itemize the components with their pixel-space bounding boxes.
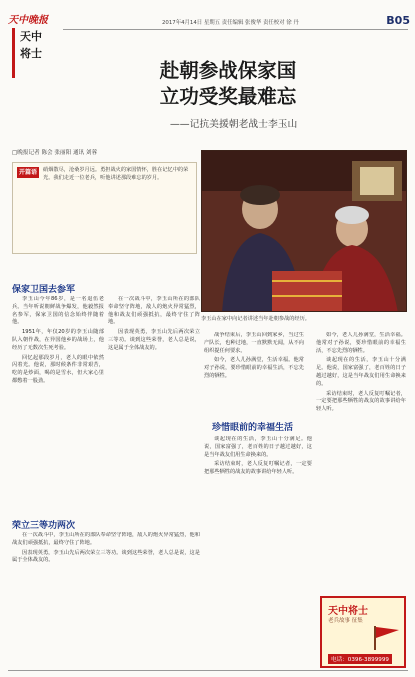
- footer-rule: [8, 670, 408, 671]
- headline: [68, 58, 388, 110]
- lead-label: 开篇语: [18, 169, 37, 176]
- paragraph: 回忆起那段岁月，老人的眼中依然闪着光。他说，那时候条件非常艰苦，吃的是炒面，喝的是雪水，但大家心里都憋着一股劲。: [12, 354, 104, 384]
- column-tag: [12, 28, 64, 78]
- byline: □晚报记者 陈会 张丽阳 通讯 刘蓉: [12, 150, 98, 156]
- section-heading-1: 保家卫国去参军: [12, 285, 76, 295]
- promo-title: 天中将士: [328, 606, 368, 617]
- photo-caption: 李玉山在家中向记者讲述当年赴朝参战的经历。: [201, 316, 310, 322]
- column-tag-line2: 将士: [20, 47, 42, 60]
- headline-line2: 立功受奖最难忘: [159, 85, 297, 108]
- promo-subtitle: 老兵故事 征集: [328, 618, 363, 624]
- paragraph: 谈起现在的生活，李玉山十分满足。他说，国家富强了，老百姓的日子越过越好，这是当年战友们用生命换来的。: [204, 436, 312, 458]
- column-tag-line1: 天中: [20, 30, 42, 43]
- lead-text: 硝烟散尽，沧桑岁月远。勇担战火的家国情怀，胜在记忆中的荣光。我们走近一位老兵，听他讲述那段难忘的岁月。: [43, 167, 189, 181]
- paragraph: 在一次战斗中，李玉山所在的部队奉命坚守阵地，敌人的炮火异常猛烈，他和战友们顽强抵抗，最终守住了阵地。: [12, 532, 200, 546]
- paragraph: 采访结束时，老人反复叮嘱记者，一定要把那些牺牲的战友的故事讲给年轻人听。: [316, 390, 406, 413]
- masthead: [8, 12, 408, 42]
- paragraph: 采访结束时，老人反复叮嘱记者，一定要把那些牺牲的战友的故事讲给年轻人听。: [204, 461, 312, 476]
- photo-illustration: [202, 151, 407, 312]
- page-meta: 2017年4月14日 星期五 责任编辑 张俊华 责任校对 徐 丹: [162, 20, 299, 26]
- paragraph: 战争结束后，李玉山回到家乡，当过生产队长，也种过地，一直默默无闻，从不向组织提任何要求。: [204, 332, 304, 354]
- paragraph: 如今，老人儿孙满堂，生活幸福。他常对子孙说，要珍惜眼前的幸福生活，不忘先烈的牺牲。: [316, 332, 406, 354]
- paragraph: 李玉山今年86岁，是一名退伍老兵。当年听说朝鲜战争爆发，他毅然报名参军，保家卫国的信念始终伴随着他。: [12, 296, 104, 326]
- paragraph: 因表现英勇，李玉山先后两次荣立三等功。谈到这些荣誉，老人总是说，这是属于全体战友的。: [12, 549, 200, 564]
- body-column-2: [108, 296, 200, 506]
- section-heading-3: 珍惜眼前的幸福生活: [212, 423, 294, 433]
- page-number: B05: [386, 14, 410, 27]
- paragraph: 在一次战斗中，李玉山所在的部队奉命坚守阵地，敌人的炮火异常猛烈，他和战友们顽强抵抗，最终守住了阵地。: [108, 296, 200, 326]
- subhead: ——记抗美援朝老战士李玉山: [170, 119, 298, 130]
- body-column-2b: [12, 532, 200, 666]
- headline-line1: 赴朝参战保家国: [159, 59, 297, 82]
- promo-box: [320, 596, 406, 668]
- paragraph: 因表现英勇，李玉山先后两次荣立三等功。谈到这些荣誉，老人总是说，这是属于全体战友的。: [108, 329, 200, 351]
- veteran-photo: [201, 150, 407, 312]
- paragraph: 如今，老人儿孙满堂，生活幸福。他常对子孙说，要珍惜眼前的幸福生活，不忘先烈的牺牲。: [204, 357, 304, 379]
- section-heading-2: 荣立三等功两次: [12, 521, 76, 531]
- flag-icon: [372, 624, 402, 652]
- masthead-rule: [63, 29, 408, 30]
- body-column-5: [316, 332, 406, 590]
- body-column-1: [12, 296, 104, 506]
- lead-box: [12, 162, 197, 254]
- body-column-4: [204, 436, 312, 666]
- body-column-3: [204, 332, 304, 412]
- promo-phone: 电话：0396-3899999: [328, 654, 392, 664]
- newspaper-logo: 天中晚报: [8, 15, 48, 26]
- paragraph: 谈起现在的生活，李玉山十分满足。他说，国家富强了，老百姓的日子越过越好，这是当年战友们用生命换来的。: [316, 357, 406, 387]
- paragraph: 1951年，年仅20岁的李玉山随部队入朝作战，在异国他乡的战场上，他经历了无数次生死考验。: [12, 329, 104, 351]
